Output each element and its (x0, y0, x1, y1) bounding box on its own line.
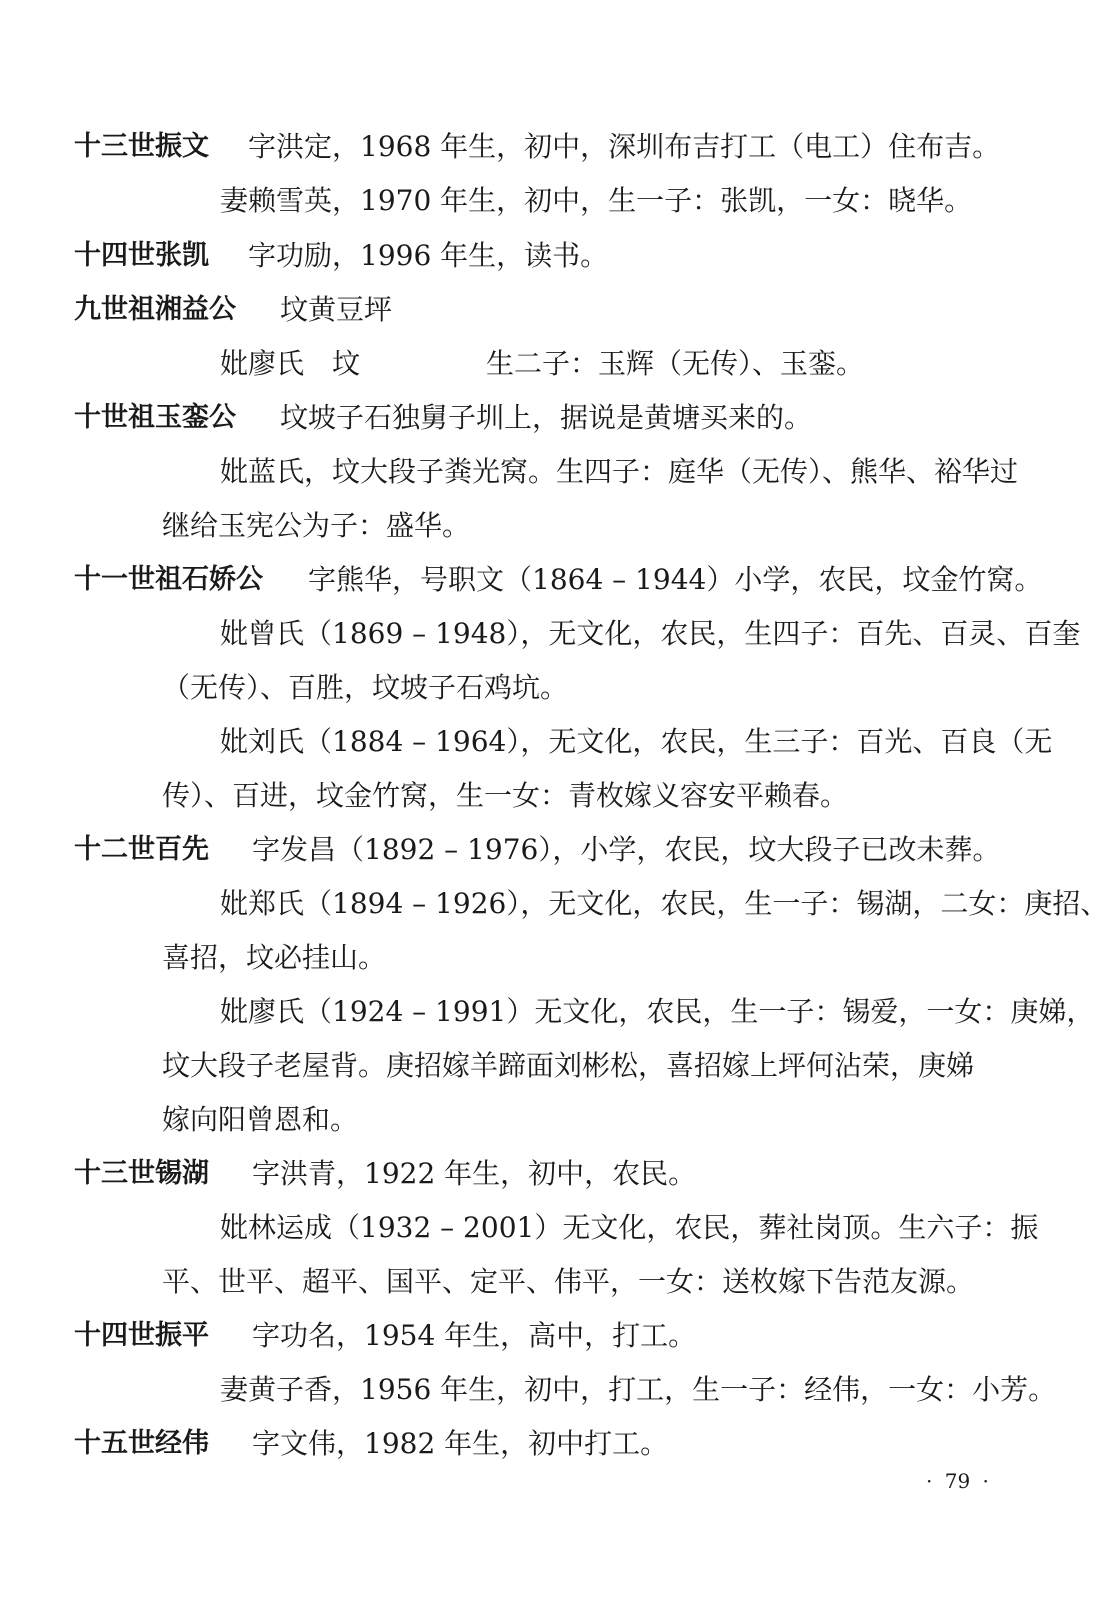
entry-text: 平、世平、超平、国平、定平、伟平，一女：送枚嫁下告范友源。 (162, 1265, 975, 1298)
page-number-dot-left: · (926, 1469, 933, 1493)
entry-heading: 十四世振平 (74, 1320, 209, 1351)
entry-text: 妣蓝氏，坟大段子粪光窝。生四子：庭华（无传）、熊华、裕华过 (220, 455, 1019, 488)
entry-text: 字功励，1996 年生，读书。 (248, 239, 609, 272)
entry-text: 坟黄豆坪 (280, 293, 393, 326)
entry-heading: 十三世振文 (74, 131, 209, 162)
entry-text: 字洪定，1968 年生，初中，深圳布吉打工（电工）住布吉。 (248, 130, 1001, 163)
entry-text: 妣郑氏（1894 – 1926），无文化，农民，生一子：锡湖，二女：庚招、 (220, 887, 1109, 920)
page-number-dot-right: · (982, 1469, 989, 1493)
entry-text: 字洪青，1922 年生，初中，农民。 (252, 1157, 697, 1190)
entry-text: 妣林运成（1932 – 2001）无文化，农民，葬社岗顶。生六子：振 (220, 1211, 1039, 1244)
entry-heading: 十四世张凯 (74, 240, 209, 271)
entry-text: 字文伟，1982 年生，初中打工。 (252, 1427, 669, 1460)
entry-text: 妣刘氏（1884 – 1964），无文化，农民，生三子：百光、百良（无 (220, 725, 1053, 758)
entry-text: 妣廖氏 坟 (220, 347, 361, 380)
entry-text: 嫁向阳曾恩和。 (162, 1103, 359, 1136)
entry-heading: 十二世百先 (74, 834, 209, 865)
entry-text: 妣曾氏（1869 – 1948），无文化，农民，生四子：百先、百灵、百奎 (220, 617, 1081, 650)
entry-text: 妻黄子香，1956 年生，初中，打工，生一子：经伟，一女：小芳。 (220, 1373, 1057, 1406)
entry-text: 继给玉宪公为子：盛华。 (162, 509, 471, 542)
entry-text: 坟坡子石独舅子圳上，据说是黄塘买来的。 (280, 401, 813, 434)
entry-text-secondary: 生二子：玉辉（无传）、玉銮。 (486, 347, 865, 380)
entry-heading: 十五世经伟 (74, 1428, 209, 1459)
entry-text: 传）、百进，坟金竹窝，生一女：青枚嫁义容安平赖春。 (162, 779, 849, 812)
entry-text: （无传）、百胜，坟坡子石鸡坑。 (162, 671, 569, 704)
entry-text: 妣廖氏（1924 – 1991）无文化，农民，生一子：锡爱，一女：庚娣， (220, 995, 1095, 1028)
page-number (926, 1468, 989, 1494)
entry-text: 字熊华，号职文（1864 – 1944）小学，农民，坟金竹窝。 (308, 563, 1043, 596)
entry-text: 喜招，坟必挂山。 (162, 941, 387, 974)
entry-heading: 九世祖湘益公 (74, 294, 236, 325)
entry-text: 坟大段子老屋背。庚招嫁羊蹄面刘彬松，喜招嫁上坪何沾荣，庚娣 (162, 1049, 975, 1082)
entry-text: 字功名，1954 年生，高中，打工。 (252, 1319, 697, 1352)
page-number-value: 79 (944, 1469, 971, 1493)
entry-text: 字发昌（1892 – 1976），小学，农民，坟大段子已改未葬。 (252, 833, 1001, 866)
entry-text: 妻赖雪英，1970 年生，初中，生一子：张凯，一女：晓华。 (220, 184, 973, 217)
entry-heading: 十世祖玉銮公 (74, 402, 236, 433)
entry-heading: 十三世锡湖 (74, 1158, 209, 1189)
entry-heading: 十一世祖石娇公 (74, 564, 263, 595)
